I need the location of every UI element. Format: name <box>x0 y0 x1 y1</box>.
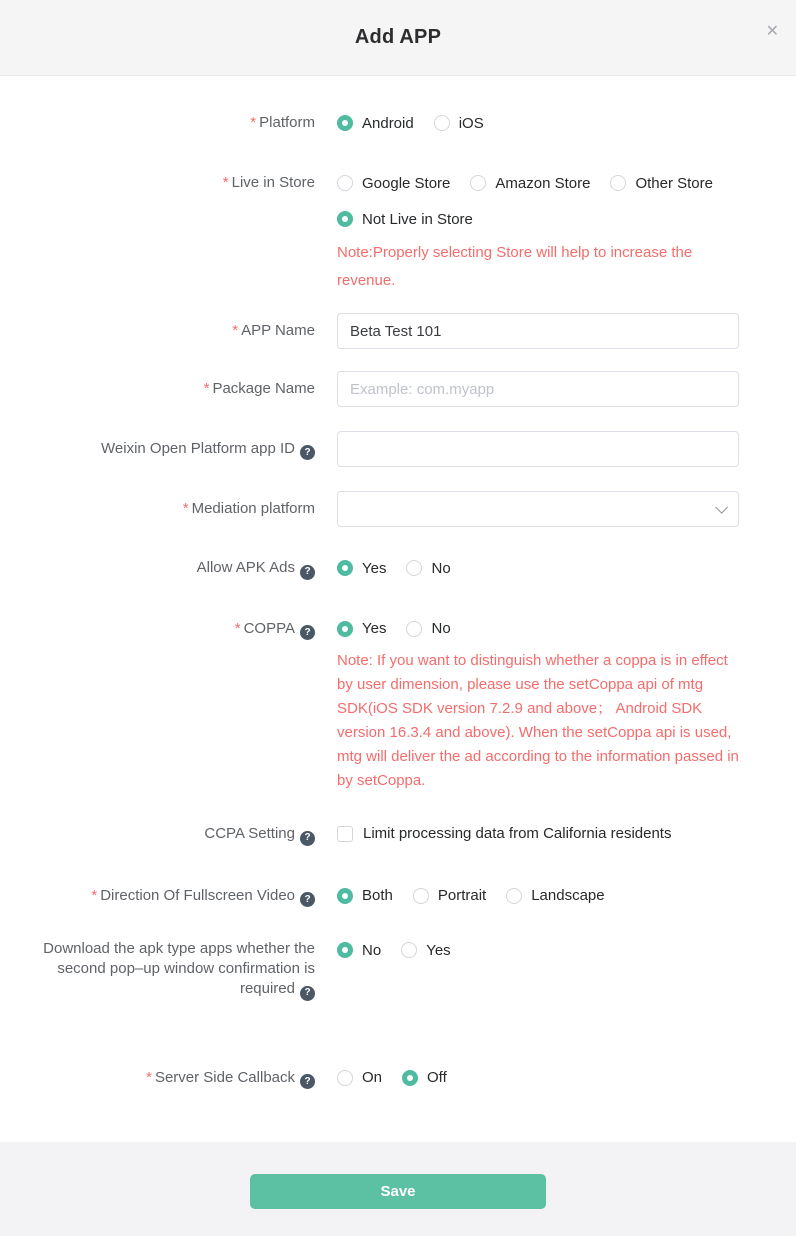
radio-unselected-icon <box>470 175 486 191</box>
dialog-header <box>0 0 796 76</box>
radio-popup-confirm-no[interactable]: No <box>337 942 381 959</box>
allow-apk-ads-label: Allow APK Ads ? <box>0 557 315 580</box>
help-icon[interactable]: ? <box>300 831 315 846</box>
radio-callback-off[interactable]: Off <box>402 1069 447 1086</box>
radio-selected-icon <box>402 1070 418 1086</box>
required-marker: * <box>146 1068 152 1086</box>
live-in-store-label: * Live in Store <box>222 174 315 191</box>
form-row-ccpa <box>0 823 796 847</box>
required-marker: * <box>250 114 257 131</box>
help-icon[interactable]: ? <box>300 1074 315 1089</box>
weixin-app-id-input[interactable] <box>337 431 739 467</box>
radio-store-google[interactable]: Google Store <box>337 175 450 192</box>
form-row-coppa <box>0 618 796 793</box>
radio-selected-icon <box>337 621 353 637</box>
radio-unselected-icon <box>610 175 626 191</box>
form-row-platform <box>0 112 796 134</box>
required-marker: * <box>222 174 229 191</box>
dialog-title: Add APP <box>354 26 442 48</box>
weixin-app-id-label: Weixin Open Platform app ID ? <box>0 438 315 461</box>
help-icon[interactable]: ? <box>300 565 315 580</box>
radio-platform-ios[interactable]: iOS <box>434 115 484 132</box>
radio-callback-on[interactable]: On <box>337 1069 382 1086</box>
form-row-app-name <box>0 313 796 349</box>
ccpa-checkbox[interactable]: Limit processing data from California residents <box>337 823 671 845</box>
radio-unselected-icon <box>506 888 522 904</box>
radio-selected-icon <box>337 211 353 227</box>
help-icon[interactable]: ? <box>300 625 315 640</box>
help-icon[interactable]: ? <box>300 892 315 907</box>
form-row-weixin-app-id <box>0 431 796 467</box>
radio-popup-confirm-yes[interactable]: Yes <box>401 942 450 959</box>
fullscreen-direction-label: * Direction Of Fullscreen Video ? <box>0 885 315 908</box>
radio-selected-icon <box>337 888 353 904</box>
help-icon[interactable]: ? <box>300 445 315 460</box>
form-row-package-name <box>0 371 796 407</box>
chevron-down-icon <box>715 501 728 514</box>
coppa-note: Note: If you want to distinguish whether a coppa is in effect by user dimension, please use the setCoppa api of mtg SDK(iOS SDK version 7.2.9 and above； Android SDK version 16.3.4 and above). When the setCoppa api is used, mtg will deliver the ad according to the information passed in by setCoppa. <box>337 651 739 789</box>
radio-store-not-live[interactable]: Not Live in Store <box>337 211 473 228</box>
radio-platform-android[interactable]: Android <box>337 115 414 132</box>
form-row-mediation-platform <box>0 491 796 527</box>
required-marker: * <box>203 380 210 397</box>
form-row-live-in-store <box>0 172 796 295</box>
required-marker: * <box>234 619 241 637</box>
close-icon[interactable]: ✕ <box>765 23 779 40</box>
form-row-server-side-callback <box>0 1067 796 1090</box>
radio-unselected-icon <box>337 1070 353 1086</box>
radio-direction-portrait[interactable]: Portrait <box>413 887 486 904</box>
required-marker: * <box>232 322 239 339</box>
dialog-body <box>0 76 796 1089</box>
required-marker: * <box>91 886 98 904</box>
radio-apk-ads-no[interactable]: No <box>406 560 450 577</box>
radio-unselected-icon <box>406 621 422 637</box>
save-button[interactable]: Save <box>250 1174 546 1209</box>
radio-unselected-icon <box>413 888 429 904</box>
help-icon[interactable]: ? <box>300 986 315 1001</box>
radio-store-amazon[interactable]: Amazon Store <box>470 175 590 192</box>
app-name-label: * APP Name <box>232 322 315 339</box>
mediation-platform-label: * Mediation platform <box>182 500 315 517</box>
coppa-label: * COPPA ? <box>0 618 315 641</box>
radio-store-other[interactable]: Other Store <box>610 175 713 192</box>
radio-unselected-icon <box>337 175 353 191</box>
radio-coppa-no[interactable]: No <box>406 620 450 637</box>
server-side-callback-label: * Server Side Callback ? <box>0 1067 315 1090</box>
form-row-apk-popup-confirm <box>0 939 796 1001</box>
ccpa-label: CCPA Setting ? <box>0 823 315 846</box>
radio-unselected-icon <box>406 560 422 576</box>
mediation-platform-select[interactable] <box>337 491 739 527</box>
apk-popup-confirm-label: Download the apk type apps whether the second pop–up window confirmation is required ? <box>0 939 315 1001</box>
store-note: Note:Properly selecting Store will help to increase the revenue. <box>337 244 693 289</box>
dialog-footer <box>0 1142 796 1236</box>
radio-selected-icon <box>337 115 353 131</box>
radio-unselected-icon <box>434 115 450 131</box>
app-name-input[interactable] <box>337 313 739 349</box>
platform-label: * Platform <box>250 114 315 131</box>
form-row-fullscreen-direction <box>0 885 796 908</box>
package-name-input[interactable] <box>337 371 739 407</box>
radio-apk-ads-yes[interactable]: Yes <box>337 560 386 577</box>
required-marker: * <box>182 500 189 517</box>
radio-direction-landscape[interactable]: Landscape <box>506 887 604 904</box>
radio-selected-icon <box>337 942 353 958</box>
package-name-label: * Package Name <box>203 380 315 397</box>
checkbox-unchecked-icon <box>337 826 353 842</box>
radio-direction-both[interactable]: Both <box>337 887 393 904</box>
radio-unselected-icon <box>401 942 417 958</box>
radio-coppa-yes[interactable]: Yes <box>337 620 386 637</box>
form-row-allow-apk-ads <box>0 557 796 580</box>
radio-selected-icon <box>337 560 353 576</box>
